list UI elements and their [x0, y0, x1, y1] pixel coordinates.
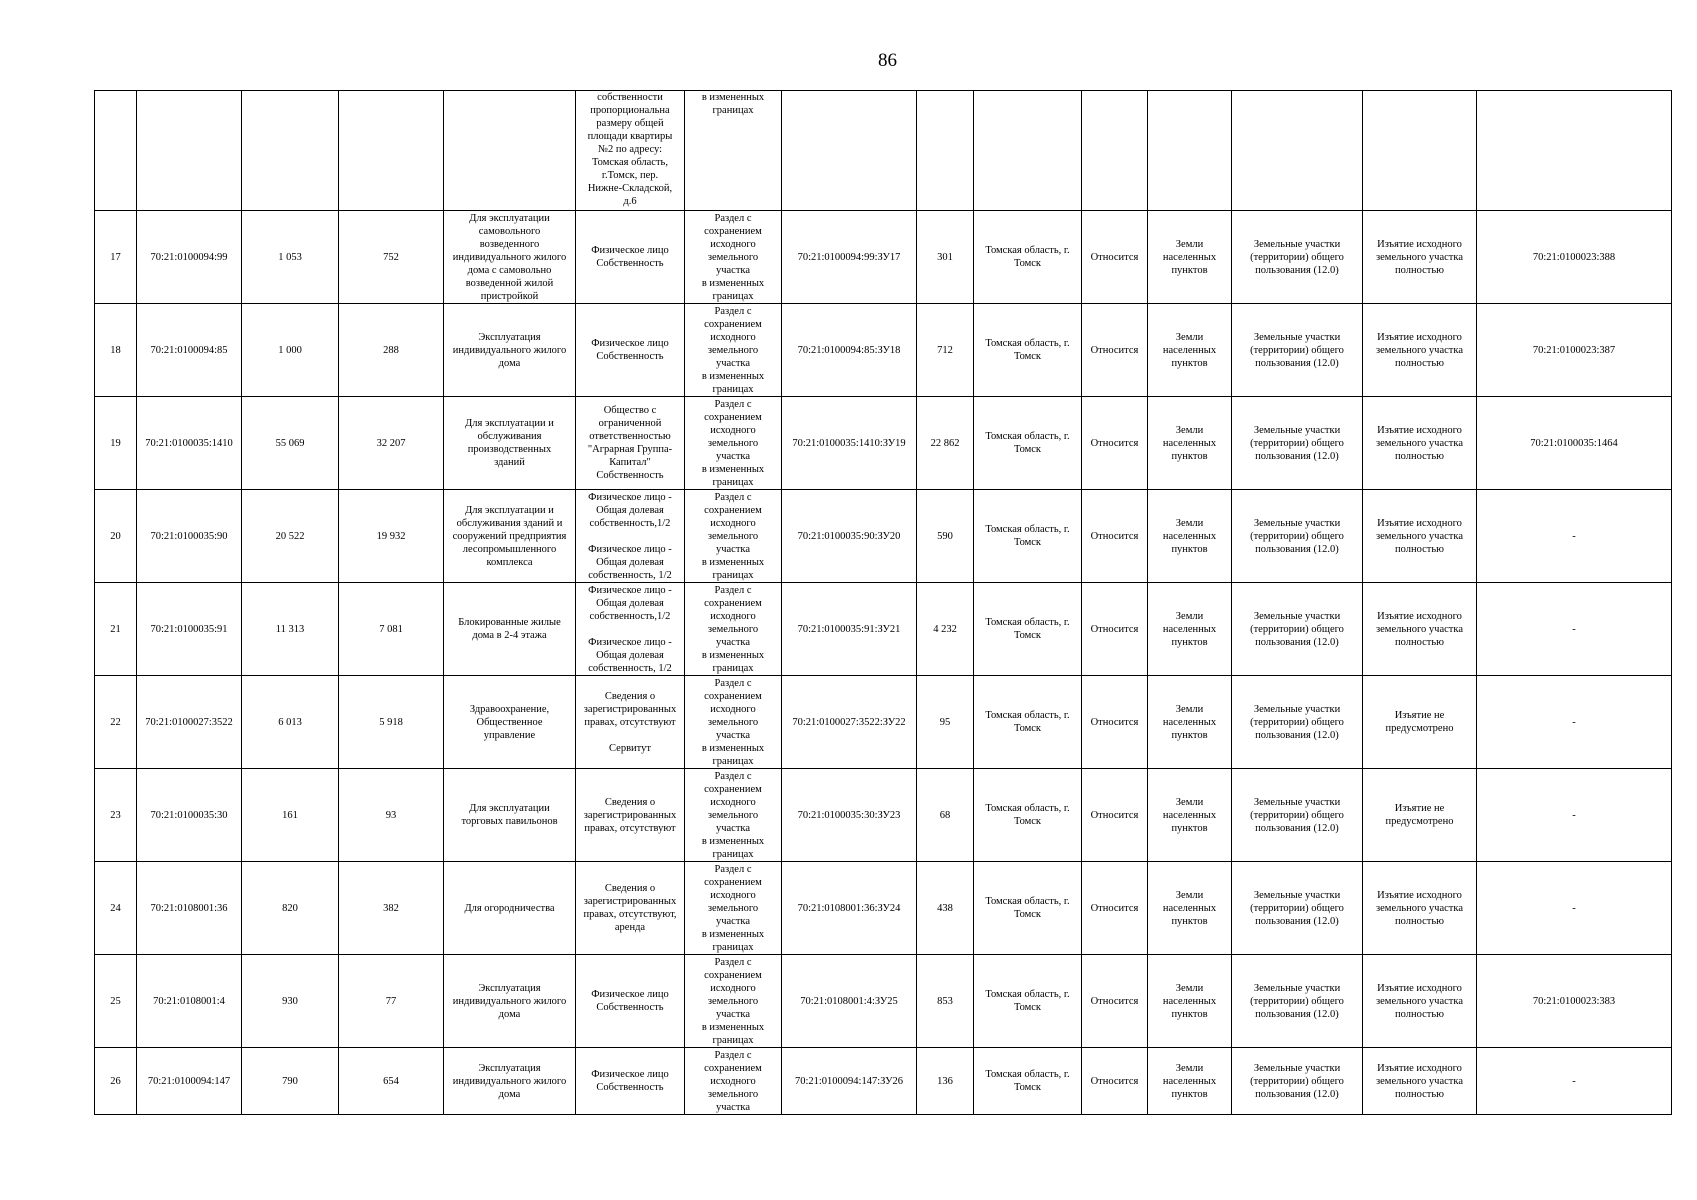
- cell-category: Земли населенных пунктов: [1148, 769, 1232, 862]
- cell-area: 55 069: [242, 397, 339, 490]
- cell-category: Земли населенных пунктов: [1148, 304, 1232, 397]
- table-row: [95, 211, 1672, 304]
- cell-category: Земли населенных пунктов: [1148, 1048, 1232, 1115]
- cell-rights: Сведения о зарегистрированных правах, отсутствуют, аренда: [576, 862, 685, 955]
- continuation-row: [95, 91, 1672, 211]
- cell-use: Блокированные жилые дома в 2-4 этажа: [444, 583, 576, 676]
- cell-num: 22: [95, 676, 137, 769]
- cell-use: Для эксплуатации самовольного возведенного индивидуального жилого дома с самовольно возведенной жилой пристройкой: [444, 211, 576, 304]
- table-row: [95, 1048, 1672, 1115]
- cell-empty: [444, 91, 576, 211]
- cell-seizure: Изъятие исходного земельного участка полностью: [1363, 490, 1477, 583]
- cell-empty: [1363, 91, 1477, 211]
- cell-permitted-use: Земельные участки (территории) общего пользования (12.0): [1232, 1048, 1363, 1115]
- cell-address: Томская область, г. Томск: [974, 769, 1082, 862]
- cell-area: 1 000: [242, 304, 339, 397]
- cell-category: Земли населенных пунктов: [1148, 676, 1232, 769]
- cell-related: -: [1477, 769, 1672, 862]
- table-row: [95, 769, 1672, 862]
- cell-method: Раздел с сохранением исходного земельного участка в измененных границах: [685, 862, 782, 955]
- cell-address: Томская область, г. Томск: [974, 211, 1082, 304]
- cell-num: 25: [95, 955, 137, 1048]
- cell-empty: [974, 91, 1082, 211]
- cell-category: Земли населенных пунктов: [1148, 397, 1232, 490]
- table-row: [95, 490, 1672, 583]
- cell-permitted-use: Земельные участки (территории) общего пользования (12.0): [1232, 304, 1363, 397]
- cell-empty: [1477, 91, 1672, 211]
- cell-new-designation: 70:21:0100027:3522:ЗУ22: [782, 676, 917, 769]
- cell-area-seized: 5 918: [339, 676, 444, 769]
- cell-seizure: Изъятие не предусмотрено: [1363, 676, 1477, 769]
- cell-permitted-use: Земельные участки (территории) общего пользования (12.0): [1232, 583, 1363, 676]
- cell-new-area: 438: [917, 862, 974, 955]
- cell-cadastral: 70:21:0100035:91: [137, 583, 242, 676]
- cell-address: Томская область, г. Томск: [974, 397, 1082, 490]
- cell-num: 17: [95, 211, 137, 304]
- table-row: [95, 397, 1672, 490]
- cell-num: 19: [95, 397, 137, 490]
- cell-permitted-use: Земельные участки (территории) общего пользования (12.0): [1232, 862, 1363, 955]
- cell-related: 70:21:0100023:383: [1477, 955, 1672, 1048]
- cell-new-area: 712: [917, 304, 974, 397]
- table-row: [95, 304, 1672, 397]
- cell-new-designation: 70:21:0108001:4:ЗУ25: [782, 955, 917, 1048]
- cell-rights: Общество с ограниченной ответственностью "Аграрная Группа- Капитал" Собственность: [576, 397, 685, 490]
- cell-relation: Относится: [1082, 769, 1148, 862]
- cell-num: 20: [95, 490, 137, 583]
- cell-area: 930: [242, 955, 339, 1048]
- cell-relation: Относится: [1082, 955, 1148, 1048]
- cell-new-designation: 70:21:0108001:36:ЗУ24: [782, 862, 917, 955]
- cell-area: 790: [242, 1048, 339, 1115]
- cell-category: Земли населенных пунктов: [1148, 955, 1232, 1048]
- cell-area: 161: [242, 769, 339, 862]
- cell-new-area: 4 232: [917, 583, 974, 676]
- cell-area-seized: 32 207: [339, 397, 444, 490]
- cell-seizure: Изъятие исходного земельного участка полностью: [1363, 583, 1477, 676]
- cell-area-seized: 77: [339, 955, 444, 1048]
- cell-method: Раздел с сохранением исходного земельного участка в измененных границах: [685, 769, 782, 862]
- cell-related: -: [1477, 490, 1672, 583]
- cell-address: Томская область, г. Томск: [974, 490, 1082, 583]
- cell-new-area: 95: [917, 676, 974, 769]
- cell-permitted-use: Земельные участки (территории) общего пользования (12.0): [1232, 211, 1363, 304]
- cell-empty: [339, 91, 444, 211]
- cell-method: Раздел с сохранением исходного земельного участка в измененных границах: [685, 211, 782, 304]
- cell-new-area: 68: [917, 769, 974, 862]
- cell-relation: Относится: [1082, 1048, 1148, 1115]
- cell-cadastral: 70:21:0100027:3522: [137, 676, 242, 769]
- cell-address: Томская область, г. Томск: [974, 862, 1082, 955]
- cell-related: 70:21:0100023:387: [1477, 304, 1672, 397]
- cell-method: Раздел с сохранением исходного земельного участка в измененных границах: [685, 955, 782, 1048]
- cell-related: 70:21:0100023:388: [1477, 211, 1672, 304]
- cell-empty: [95, 91, 137, 211]
- cell-num: 23: [95, 769, 137, 862]
- cell-related: -: [1477, 1048, 1672, 1115]
- cell-seizure: Изъятие исходного земельного участка полностью: [1363, 397, 1477, 490]
- cell-related: 70:21:0100035:1464: [1477, 397, 1672, 490]
- cell-category: Земли населенных пунктов: [1148, 490, 1232, 583]
- cell-permitted-use: Земельные участки (территории) общего пользования (12.0): [1232, 490, 1363, 583]
- cell-related: -: [1477, 583, 1672, 676]
- cell-rights: Сведения о зарегистрированных правах, отсутствуют Сервитут: [576, 676, 685, 769]
- cell-seizure: Изъятие исходного земельного участка полностью: [1363, 862, 1477, 955]
- cell-use: Здравоохранение, Общественное управление: [444, 676, 576, 769]
- cell-relation: Относится: [1082, 304, 1148, 397]
- cell-cadastral: 70:21:0100035:1410: [137, 397, 242, 490]
- cell-seizure: Изъятие не предусмотрено: [1363, 769, 1477, 862]
- cell-relation: Относится: [1082, 862, 1148, 955]
- cell-area-seized: 654: [339, 1048, 444, 1115]
- cell-cadastral: 70:21:0100094:85: [137, 304, 242, 397]
- cell-seizure: Изъятие исходного земельного участка полностью: [1363, 1048, 1477, 1115]
- cell-relation: Относится: [1082, 397, 1148, 490]
- cell-num: 21: [95, 583, 137, 676]
- cell-category: Земли населенных пунктов: [1148, 211, 1232, 304]
- cell-area-seized: 382: [339, 862, 444, 955]
- page-number: 86: [878, 50, 897, 71]
- cell-new-designation: 70:21:0100035:90:ЗУ20: [782, 490, 917, 583]
- cell-area: 20 522: [242, 490, 339, 583]
- cell-permitted-use: Земельные участки (территории) общего пользования (12.0): [1232, 397, 1363, 490]
- cell-seizure: Изъятие исходного земельного участка полностью: [1363, 955, 1477, 1048]
- cell-use: Эксплуатация индивидуального жилого дома: [444, 1048, 576, 1115]
- cell-cadastral: 70:21:0100094:147: [137, 1048, 242, 1115]
- cell-area-seized: 288: [339, 304, 444, 397]
- cell-empty: [917, 91, 974, 211]
- cell-category: Земли населенных пунктов: [1148, 862, 1232, 955]
- cell-area-seized: 93: [339, 769, 444, 862]
- cell-cadastral: 70:21:0108001:4: [137, 955, 242, 1048]
- cell-cadastral: 70:21:0100094:99: [137, 211, 242, 304]
- cell-use: Для эксплуатации и обслуживания производственных зданий: [444, 397, 576, 490]
- cell-new-designation: 70:21:0100035:1410:ЗУ19: [782, 397, 917, 490]
- cell-relation: Относится: [1082, 211, 1148, 304]
- cell-use: Для огородничества: [444, 862, 576, 955]
- cell-new-area: 136: [917, 1048, 974, 1115]
- cell-seizure: Изъятие исходного земельного участка полностью: [1363, 304, 1477, 397]
- table-row: [95, 676, 1672, 769]
- cell-category: Земли населенных пунктов: [1148, 583, 1232, 676]
- cell-permitted-use: Земельные участки (территории) общего пользования (12.0): [1232, 769, 1363, 862]
- cell-permitted-use: Земельные участки (территории) общего пользования (12.0): [1232, 676, 1363, 769]
- cell-num: 18: [95, 304, 137, 397]
- cell-empty: [1148, 91, 1232, 211]
- cell-use: Для эксплуатации и обслуживания зданий и сооружений предприятия лесопромышленного комплекса: [444, 490, 576, 583]
- cell-num: 24: [95, 862, 137, 955]
- cell-area-seized: 752: [339, 211, 444, 304]
- cell-new-designation: 70:21:0100094:99:ЗУ17: [782, 211, 917, 304]
- cell-method: Раздел с сохранением исходного земельного участка в измененных границах: [685, 490, 782, 583]
- cell-empty: [782, 91, 917, 211]
- cell-empty: [1232, 91, 1363, 211]
- cell-rights: Сведения о зарегистрированных правах, отсутствуют: [576, 769, 685, 862]
- cell-rights: Физическое лицо Собственность: [576, 955, 685, 1048]
- cell-cadastral: 70:21:0100035:90: [137, 490, 242, 583]
- cell-cadastral: 70:21:0100035:30: [137, 769, 242, 862]
- cell-area: 11 313: [242, 583, 339, 676]
- cell-method: Раздел с сохранением исходного земельного участка в измененных границах: [685, 397, 782, 490]
- cell-method: в измененных границах: [685, 91, 782, 211]
- cell-area-seized: 19 932: [339, 490, 444, 583]
- land-plots-table: [94, 90, 1672, 1115]
- cell-use: Для эксплуатации торговых павильонов: [444, 769, 576, 862]
- cell-relation: Относится: [1082, 676, 1148, 769]
- cell-relation: Относится: [1082, 490, 1148, 583]
- cell-address: Томская область, г. Томск: [974, 304, 1082, 397]
- cell-rights: собственности пропорциональна размеру общей площади квартиры №2 по адресу: Томская область, г.Томск, пер. Нижне-Складской, д.6: [576, 91, 685, 211]
- cell-method: Раздел с сохранением исходного земельного участка: [685, 1048, 782, 1115]
- cell-area-seized: 7 081: [339, 583, 444, 676]
- table-row: [95, 862, 1672, 955]
- cell-num: 26: [95, 1048, 137, 1115]
- cell-method: Раздел с сохранением исходного земельного участка в измененных границах: [685, 304, 782, 397]
- cell-use: Эксплуатация индивидуального жилого дома: [444, 955, 576, 1048]
- cell-area: 6 013: [242, 676, 339, 769]
- cell-rights: Физическое лицо Собственность: [576, 304, 685, 397]
- cell-empty: [1082, 91, 1148, 211]
- cell-related: -: [1477, 862, 1672, 955]
- cell-cadastral: 70:21:0108001:36: [137, 862, 242, 955]
- cell-seizure: Изъятие исходного земельного участка полностью: [1363, 211, 1477, 304]
- cell-new-area: 22 862: [917, 397, 974, 490]
- cell-new-designation: 70:21:0100094:147:ЗУ26: [782, 1048, 917, 1115]
- cell-related: -: [1477, 676, 1672, 769]
- cell-address: Томская область, г. Томск: [974, 676, 1082, 769]
- cell-area: 1 053: [242, 211, 339, 304]
- cell-method: Раздел с сохранением исходного земельного участка в измененных границах: [685, 583, 782, 676]
- cell-method: Раздел с сохранением исходного земельного участка в измененных границах: [685, 676, 782, 769]
- cell-address: Томская область, г. Томск: [974, 955, 1082, 1048]
- cell-area: 820: [242, 862, 339, 955]
- cell-rights: Физическое лицо - Общая долевая собственность,1/2 Физическое лицо - Общая долевая собственность, 1/2: [576, 490, 685, 583]
- cell-new-designation: 70:21:0100035:91:ЗУ21: [782, 583, 917, 676]
- cell-rights: Физическое лицо Собственность: [576, 211, 685, 304]
- cell-new-designation: 70:21:0100035:30:ЗУ23: [782, 769, 917, 862]
- cell-new-area: 590: [917, 490, 974, 583]
- cell-relation: Относится: [1082, 583, 1148, 676]
- cell-rights: Физическое лицо - Общая долевая собственность,1/2 Физическое лицо - Общая долевая собственность, 1/2: [576, 583, 685, 676]
- cell-new-area: 301: [917, 211, 974, 304]
- cell-permitted-use: Земельные участки (территории) общего пользования (12.0): [1232, 955, 1363, 1048]
- cell-use: Эксплуатация индивидуального жилого дома: [444, 304, 576, 397]
- cell-rights: Физическое лицо Собственность: [576, 1048, 685, 1115]
- cell-empty: [137, 91, 242, 211]
- cell-address: Томская область, г. Томск: [974, 1048, 1082, 1115]
- cell-new-area: 853: [917, 955, 974, 1048]
- cell-address: Томская область, г. Томск: [974, 583, 1082, 676]
- cell-new-designation: 70:21:0100094:85:ЗУ18: [782, 304, 917, 397]
- cell-empty: [242, 91, 339, 211]
- table-row: [95, 955, 1672, 1048]
- table-row: [95, 583, 1672, 676]
